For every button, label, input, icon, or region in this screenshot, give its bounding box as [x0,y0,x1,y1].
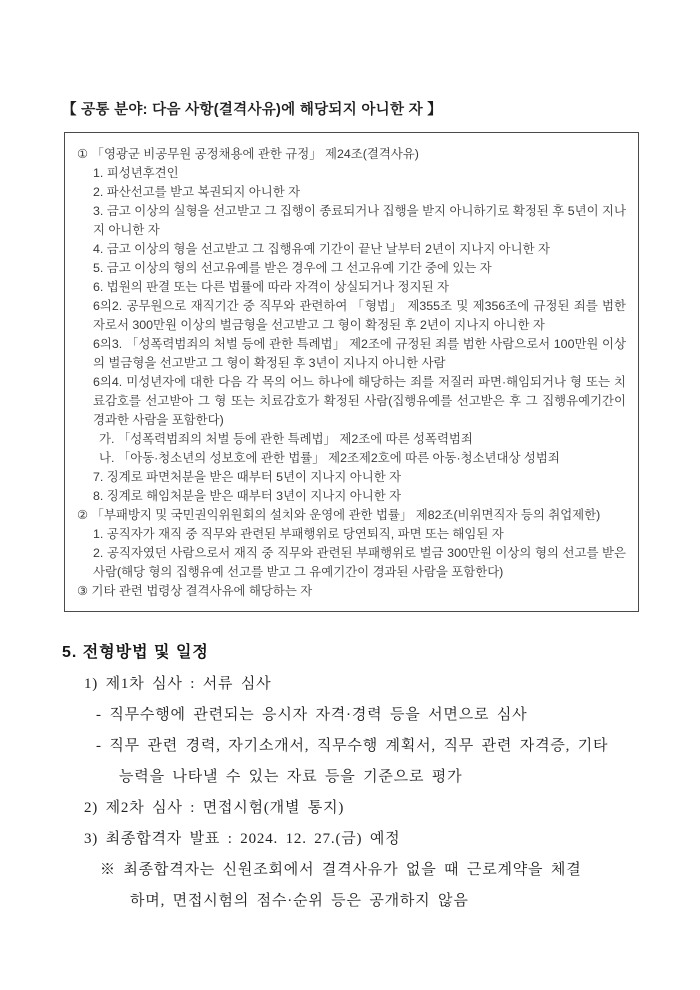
box-item-2: 2. 파산선고를 받고 복권되지 아니한 자 [93,185,301,199]
box-item-6-4-na: 나. 「아동·청소년의 성보호에 관한 법률」 제2조제2호에 따른 아동·청소년대상 성범죄 [99,451,560,465]
box-item-8: 8. 징계로 해임처분을 받은 때부터 3년이 지나지 아니한 자 [93,489,402,503]
box-item-6: 6. 법원의 판결 또는 다른 법률에 따라 자격이 상실되거나 정지된 자 [93,280,449,294]
disqualification-box [64,132,639,612]
box-item-5: 5. 금고 이상의 형의 선고유예를 받은 경우에 그 선고유예 기간 중에 있는 자 [93,261,492,275]
box-item-3: 3. 금고 이상의 실형을 선고받고 그 집행이 종료되거나 집행을 받지 아니하기로 확정된 후 5년이 지나지 아니한 자 [93,204,626,237]
box-item-law1: ① 「영광군 비공무원 공정채용에 관한 규정」 제24조(결격사유) [77,147,419,161]
schedule-line-round1-desc2: - 직무 관련 경력, 자기소개서, 직무수행 계획서, 직무 관련 자격증, 기타 [96,738,609,754]
selection-schedule-list [62,669,642,917]
common-field-heading: 【 공통 분야: 다음 사항(결격사유)에 해당되지 아니한 자 】 [62,102,443,118]
box-item-law2: ② 「부패방지 및 국민권익위원회의 설치와 운영에 관한 법률」 제82조(비위면직자 등의 취업제한) [77,508,601,522]
box-item-other: ③ 기타 관련 법령상 결격사유에 해당하는 자 [77,584,313,598]
schedule-line-round1: 1) 제1차 심사 : 서류 심사 [84,676,272,692]
section-5-title: 5. 전형방법 및 일정 [62,644,209,661]
box-item-6-3: 6의3. 「성폭력범죄의 처벌 등에 관한 특례법」 제2조에 규정된 죄를 범한 사람으로서 100만원 이상의 벌금형을 선고받고 그 형이 확정된 후 3년이 지나지 아니한 사람 [93,337,626,370]
schedule-line-note2: 하며, 면접시험의 점수·순위 등은 공개하지 않음 [130,893,469,909]
box-item-4: 4. 금고 이상의 형을 선고받고 그 집행유예 기간이 끝난 날부터 2년이 지나지 아니한 자 [93,242,550,256]
box-item-law2-2: 2. 공직자였던 사람으로서 재직 중 직무와 관련된 부패행위로 벌금 300만원 이상의 형의 선고를 받은 사람(해당 형의 집행유예 선고를 받고 그 유예기간이 경과된 사람을 포함한다) [93,546,626,579]
box-item-6-4: 6의4. 미성년자에 대한 다음 각 목의 어느 하나에 해당하는 죄를 저질러 파면·해임되거나 형 또는 치료감호를 선고받아 그 형 또는 치료감호가 확정된 사람(집행유예를 선고받은 후 그 집행유예기간이 경과한 사람을 포함한다) [93,375,626,427]
schedule-line-round1-desc1: - 직무수행에 관련되는 응시자 자격·경력 등을 서면으로 심사 [96,707,528,723]
schedule-line-note: ※ 최종합격자는 신원조회에서 결격사유가 없을 때 근로계약을 체결 [100,862,582,878]
box-item-6-4-ga: 가. 「성폭력범죄의 처벌 등에 관한 특례법」 제2조에 따른 성폭력범죄 [99,432,473,446]
schedule-line-round1-desc2b: 능력을 나타낼 수 있는 자료 등을 기준으로 평가 [119,769,463,785]
schedule-line-final: 3) 최종합격자 발표 : 2024. 12. 27.(금) 예정 [84,831,401,847]
box-item-7: 7. 징계로 파면처분을 받은 때부터 5년이 지나지 아니한 자 [93,470,402,484]
box-item-1: 1. 피성년후견인 [93,166,179,180]
schedule-line-round2: 2) 제2차 심사 : 면접시험(개별 통지) [84,800,345,816]
box-item-6-2: 6의2. 공무원으로 재직기간 중 직무와 관련하여 「형법」 제355조 및 제356조에 규정된 죄를 범한 자로서 300만원 이상의 벌금형을 선고받고 그 형이 확정된 후 2년이 지나지 아니한 자 [93,299,626,332]
box-item-law2-1: 1. 공직자가 재직 중 직무와 관련된 부패행위로 당연퇴직, 파면 또는 해임된 자 [93,527,504,541]
